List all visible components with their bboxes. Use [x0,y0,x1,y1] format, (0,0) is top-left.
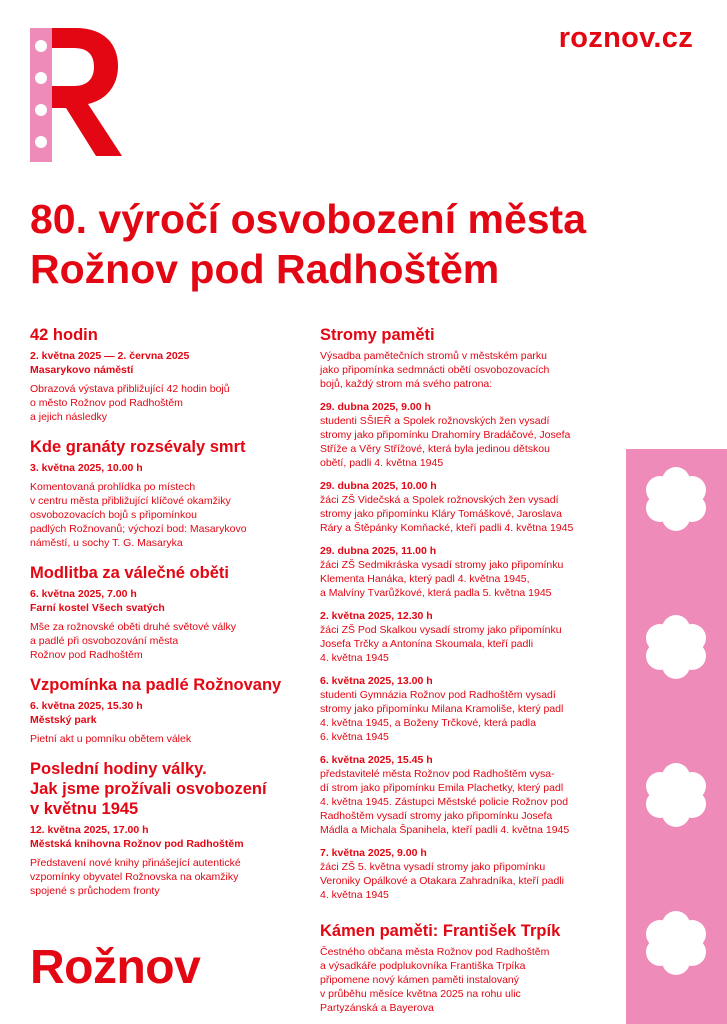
tree-date: 6. května 2025, 15.45 h [320,754,433,766]
desc-line: Pietní akt u pomníku obětem válek [30,733,192,745]
title-line: v květnu 1945 [30,800,139,818]
desc-line: připomene nový kámen paměti instalovaný [320,974,520,986]
event-date: 2. května 2025 — 2. června 2025 [30,350,190,362]
event-desc [30,732,298,746]
desc-line: Partyzánská a Bayerova [320,1002,434,1014]
desc-line: vzpomínky obyvatel Rožnovska na okamžiky [30,871,239,883]
section-title-stromy: Stromy paměti [320,326,435,344]
event-place: Farní kostel Všech svatých [30,602,165,614]
tree-line: Radhoštěm vysadí stromy jako připomínku Josefa [320,810,553,822]
tree-line: představitelé města Rožnov pod Radhoštěm vysa- [320,768,555,780]
desc-line: a jejich následky [30,411,108,423]
event-place: Městská knihovna Rožnov pod Radhoštěm [30,838,244,850]
tree-line: obětí, padli 4. května 1945 [320,457,444,469]
event-title: Vzpomínka na padlé Rožnovany [30,676,282,694]
tree-date: 6. května 2025, 13.00 h [320,675,433,687]
event-desc [30,480,298,550]
tree-line: žáci ZŠ Sedmikráska vysadí stromy jako připomínku [320,559,564,571]
intro-line: bojů, každý strom má svého patrona: [320,378,493,390]
tree-line: 4. května 1945. Zástupci Městské policie Rožnov pod [320,796,569,808]
desc-line: Obrazová výstava přibližující 42 hodin bojů [30,383,230,395]
event-date: 3. května 2025, 10.00 h [30,462,143,474]
tree-line: 4. května 1945 [320,889,389,901]
tree-line: a Malvíny Tvarůžkové, která padla 5. května 1945 [320,587,552,599]
event-granaty [30,437,298,550]
site-url[interactable]: roznov.cz [558,22,693,54]
desc-line: náměstí, u sochy T. G. Masaryka [30,537,183,549]
desc-line: Rožnov pod Radhoštěm [30,649,143,661]
tree-entry [320,479,610,535]
tree-line: studenti SŠIEŘ a Spolek rožnovských žen vysadí [320,415,550,427]
desc-line: Představení nové knihy přinášející autentické [30,857,241,869]
brand-wordmark: Rožnov [30,941,201,994]
tree-line: žáci ZŠ Videčská a Spolek rožnovských žen vysadí [320,494,559,506]
desc-line: osvobozovacích bojů s připomínkou [30,509,197,521]
event-posledni-hodiny [30,759,298,898]
desc-line: Komentovaná prohlídka po místech [30,481,196,493]
event-42-hodin [30,325,298,424]
event-date: 6. května 2025, 15.30 h [30,700,143,712]
tree-line: žáci ZŠ Pod Skalkou vysadí stromy jako připomínku [320,624,562,636]
desc-line: v průběhu měsíce května 2025 na rohu ulic [320,988,521,1000]
tree-line: studenti Gymnázia Rožnov pod Radhoštěm vysadí [320,689,556,701]
roznov-logo-icon [30,28,122,162]
page-title [30,194,710,294]
title-line-1: 80. výročí osvobození města [30,196,587,242]
decorative-strip [626,449,727,1024]
tree-entry [320,846,610,902]
tree-entry [320,609,610,665]
event-date: 12. května 2025, 17.00 h [30,824,149,836]
tree-line: stromy jako připomínku Milana Kramoliše, který padl [320,703,564,715]
tree-line: 4. května 1945, a Boženy Trčkové, která padla [320,717,536,729]
tree-date: 7. května 2025, 9.00 h [320,847,427,859]
event-place: Masarykovo náměstí [30,364,134,376]
event-place: Městský park [30,714,97,726]
intro-line: jako připomínka sedmnácti obětí osvobozovacích [320,364,550,376]
title-line: Poslední hodiny války. [30,760,207,778]
kamen-pameti-section [320,921,610,1015]
event-title [30,759,298,819]
events-column [30,325,298,911]
desc-line: o město Rožnov pod Radhoštěm [30,397,183,409]
tree-line: stromy jako připomínku Drahomíry Bradáčové, Josefa [320,429,571,441]
tree-entry [320,544,610,600]
tree-date: 2. května 2025, 12.30 h [320,610,433,622]
event-vzpominka [30,675,298,746]
section-title-kamen: Kámen paměti: František Trpík [320,922,561,940]
tree-date: 29. dubna 2025, 11.00 h [320,545,437,557]
tree-line: Ráry a Štěpánky Komňacké, kteří padli 4. května 1945 [320,522,574,534]
event-title: Kde granáty rozsévaly smrt [30,438,246,456]
event-desc [30,620,298,662]
desc-line: Mše za rožnovské oběti druhé světové války [30,621,237,633]
tree-line: Klementa Hanáka, který padl 4. května 1945, [320,573,530,585]
tree-line: 6. května 1945 [320,731,389,743]
desc-line: padlých Rožnovanů; výchozí bod: Masarykovo [30,523,247,535]
tree-line: 4. května 1945 [320,652,389,664]
tree-entry [320,753,610,837]
desc-line: a výsadkáře podplukovníka Františka Trpíka [320,960,526,972]
tree-line: Veroniky Opálkové a Otakara Zahradníka, kteří padli [320,875,564,887]
tree-entry [320,400,610,470]
desc-line: a padlé při osvobozování města [30,635,179,647]
tree-line: dí strom jako připomínku Emila Plachetky, který padl [320,782,564,794]
event-desc [30,856,298,898]
tree-line: Mádla a Michala Španihela, kteří padli 4. května 1945 [320,824,570,836]
event-desc [30,382,298,424]
flower-icon [644,911,708,975]
tree-line: stromy jako připomínku Kláry Tomáškové, Jaroslava [320,508,562,520]
stromy-intro [320,349,610,391]
desc-line: v centru města přibližující klíčové okamžiky [30,495,231,507]
stromy-column [320,325,610,1015]
tree-line: Josefa Trčky a Antonína Skoumala, kteří padli [320,638,534,650]
event-modlitba [30,563,298,662]
intro-line: Výsadba pamětečních stromů v městském parku [320,350,548,362]
flower-icon [644,615,708,679]
tree-date: 29. dubna 2025, 10.00 h [320,480,437,492]
event-date: 6. května 2025, 7.00 h [30,588,137,600]
desc-line: spojené s průchodem fronty [30,885,160,897]
tree-line: Stříže a Věry Střížové, která byla jedinou dětskou [320,443,550,455]
title-line-2: Rožnov pod Radhoštěm [30,246,500,292]
title-line: Jak jsme prožívali osvobození [30,780,267,798]
flower-icon [644,763,708,827]
tree-entry [320,674,610,744]
tree-date: 29. dubna 2025, 9.00 h [320,401,431,413]
tree-line: žáci ZŠ 5. května vysadí stromy jako připomínku [320,861,546,873]
event-title: 42 hodin [30,326,98,344]
event-title: Modlitba za válečné oběti [30,564,229,582]
flower-icon [644,467,708,531]
desc-line: Čestného občana města Rožnov pod Radhoštěm [320,946,550,958]
kamen-desc [320,945,610,1015]
